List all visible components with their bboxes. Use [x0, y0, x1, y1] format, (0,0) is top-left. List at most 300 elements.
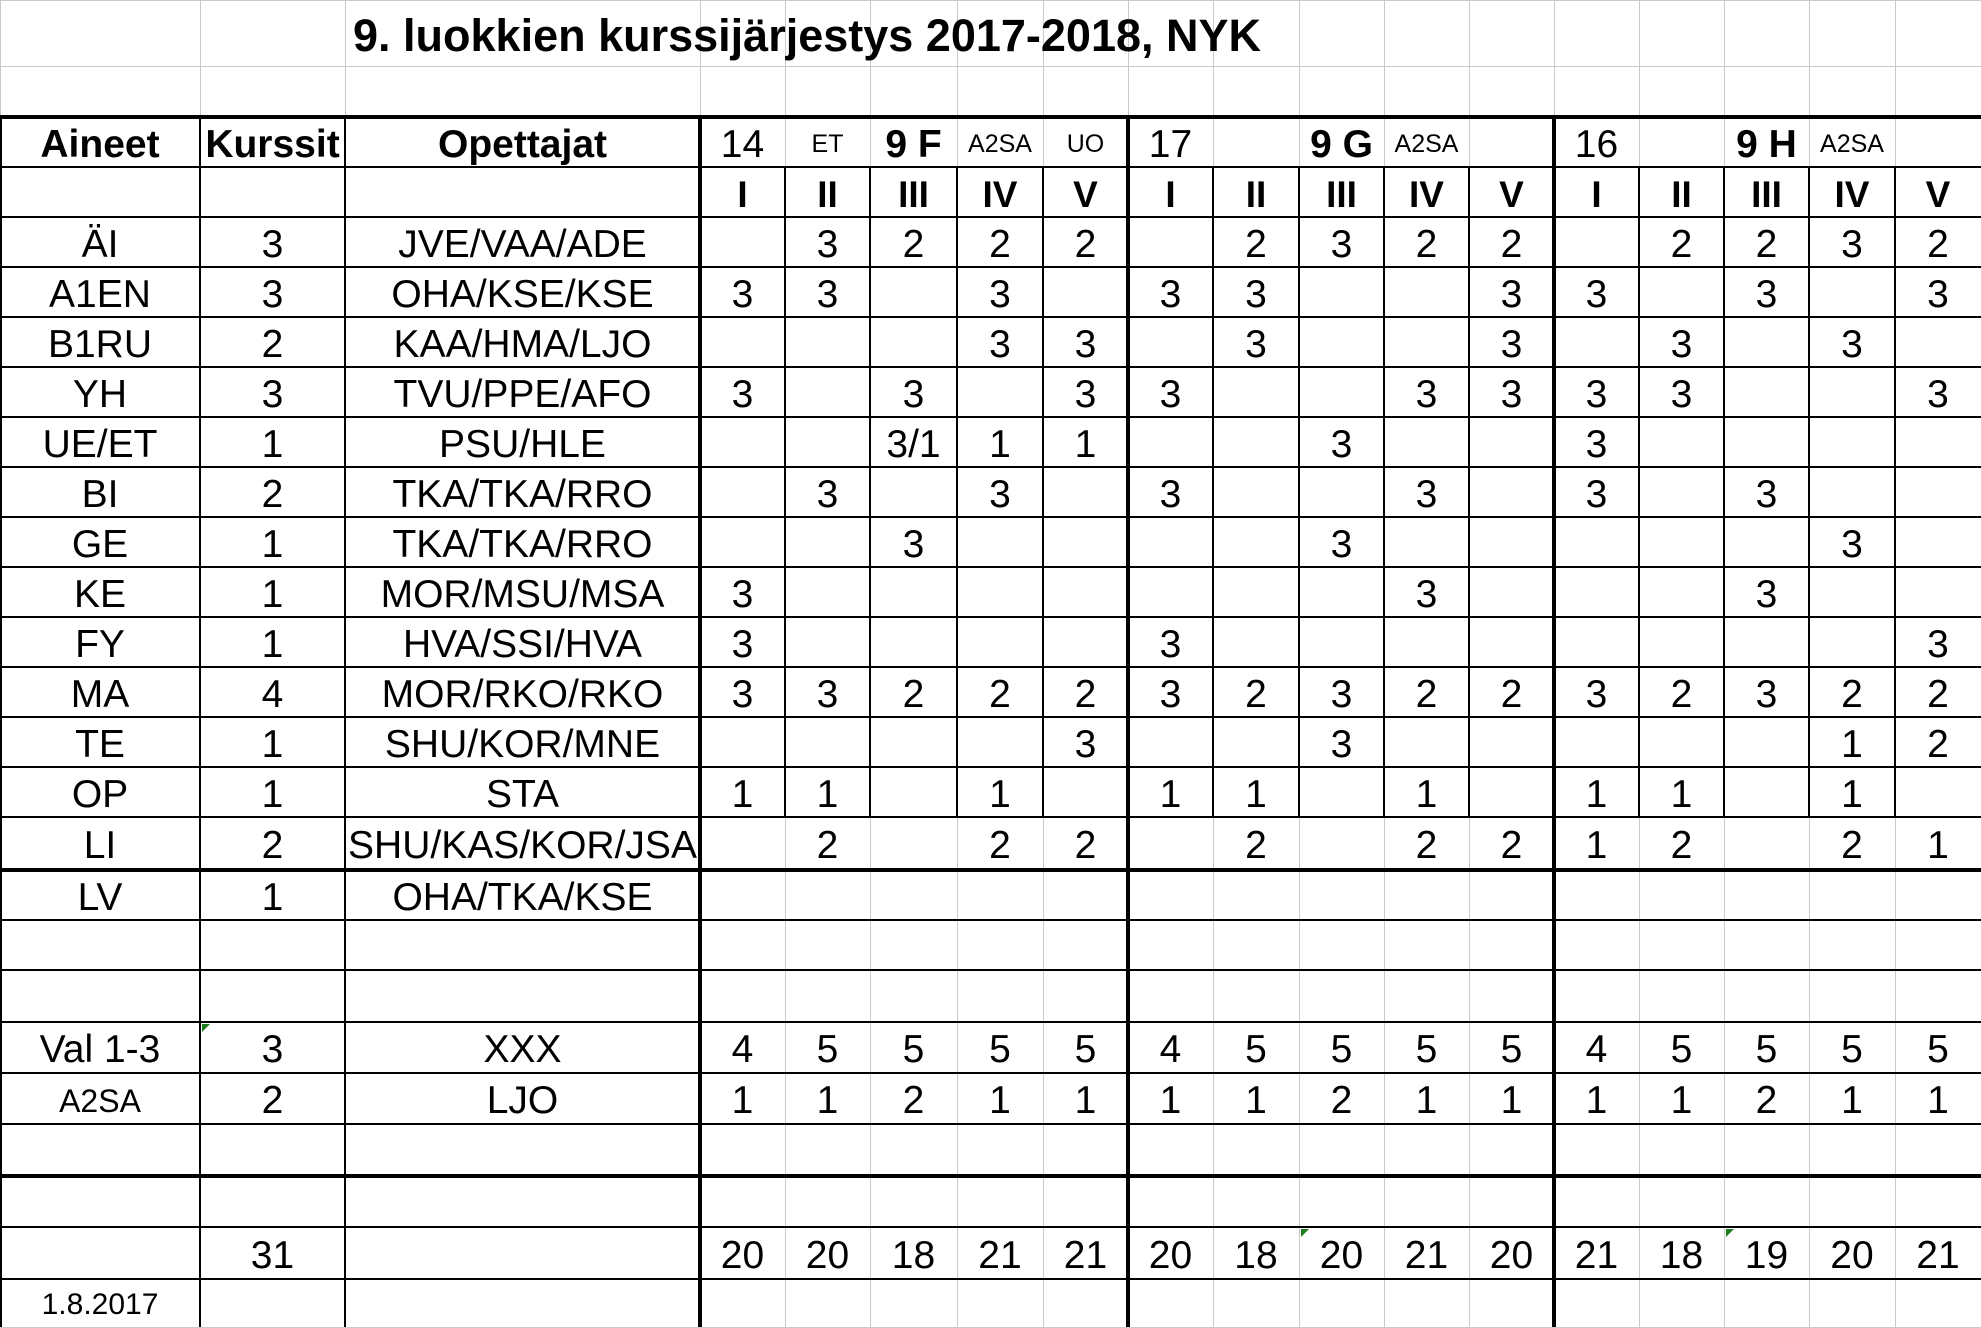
class-header-cell[interactable]	[1639, 117, 1724, 167]
course-count-cell[interactable]	[1128, 217, 1213, 267]
course-count-cell[interactable]	[1213, 417, 1299, 467]
course-count-cell[interactable]: 3	[1841, 522, 1863, 566]
course-count-cell[interactable]	[1724, 617, 1809, 667]
class-header-cell[interactable]: 14	[720, 122, 765, 166]
course-count-cell[interactable]	[1724, 717, 1809, 767]
course-count-cell[interactable]: 2	[1245, 672, 1267, 716]
course-count-cell[interactable]	[1639, 267, 1724, 317]
course-count-cell[interactable]	[1384, 417, 1469, 467]
course-count-cell[interactable]: 1	[731, 1079, 754, 1122]
course-count-cell[interactable]	[700, 517, 785, 567]
course-count-cell[interactable]: 2	[1500, 222, 1523, 266]
courses-cell[interactable]: 1	[261, 422, 284, 466]
course-count-cell[interactable]	[870, 717, 957, 767]
course-count-cell[interactable]: 3	[1330, 422, 1353, 466]
course-count-cell[interactable]	[785, 367, 870, 417]
course-count-cell[interactable]: 3	[816, 472, 839, 516]
course-count-cell[interactable]: 2	[989, 222, 1011, 266]
course-count-cell[interactable]: 1	[1415, 1079, 1438, 1122]
course-count-cell[interactable]: 3	[731, 622, 754, 666]
course-count-cell[interactable]: 3	[731, 272, 754, 316]
course-count-cell[interactable]: 5	[1330, 1028, 1353, 1071]
course-count-cell[interactable]	[870, 870, 957, 920]
course-count-cell[interactable]: 1	[989, 772, 1011, 816]
course-count-cell[interactable]: 3	[1755, 572, 1778, 616]
course-count-cell[interactable]: 3	[1500, 322, 1523, 366]
course-count-cell[interactable]: 2	[1670, 824, 1693, 867]
course-count-cell[interactable]: 5	[1245, 1028, 1267, 1071]
course-count-cell[interactable]: 3	[902, 522, 925, 566]
course-count-cell[interactable]	[870, 767, 957, 817]
course-count-cell[interactable]	[1299, 317, 1384, 367]
course-count-cell[interactable]	[1554, 317, 1639, 367]
course-count-cell[interactable]	[1895, 467, 1981, 517]
period-header-cell[interactable]: II	[1671, 173, 1692, 215]
course-count-cell[interactable]	[957, 367, 1043, 417]
course-count-cell[interactable]	[1554, 217, 1639, 267]
course-count-cell[interactable]: 3	[1927, 622, 1949, 666]
course-count-cell[interactable]: 2	[902, 1079, 925, 1122]
course-count-cell[interactable]: 1	[1415, 772, 1438, 816]
course-count-cell[interactable]: 5	[816, 1028, 839, 1071]
course-count-cell[interactable]	[1043, 467, 1128, 517]
course-count-cell[interactable]	[1809, 870, 1895, 920]
course-count-cell[interactable]	[957, 567, 1043, 617]
course-count-cell[interactable]: 3	[989, 472, 1011, 516]
subject-cell[interactable]: UE/ET	[42, 422, 158, 466]
course-count-cell[interactable]	[1299, 767, 1384, 817]
course-count-cell[interactable]: 3	[1074, 322, 1097, 366]
course-count-cell[interactable]	[700, 467, 785, 517]
subject-cell[interactable]: Val 1-3	[39, 1028, 161, 1071]
courses-cell[interactable]: 2	[261, 472, 284, 516]
period-header-cell[interactable]: III	[1751, 173, 1782, 215]
course-count-cell[interactable]: 3	[1670, 322, 1693, 366]
course-count-cell[interactable]	[1554, 517, 1639, 567]
period-header-cell[interactable]: I	[737, 173, 748, 215]
course-count-cell[interactable]: 2	[1500, 824, 1523, 867]
course-count-cell[interactable]: 2	[1755, 1079, 1778, 1122]
class-header-cell[interactable]: A2SA	[1820, 129, 1884, 158]
course-count-cell[interactable]	[700, 217, 785, 267]
courses-cell[interactable]: 3	[261, 272, 284, 316]
total-cell[interactable]: 18	[1234, 1233, 1278, 1277]
course-count-cell[interactable]: 5	[902, 1028, 925, 1071]
course-count-cell[interactable]	[1895, 767, 1981, 817]
course-count-cell[interactable]: 5	[989, 1028, 1011, 1071]
courses-cell[interactable]: 3	[261, 222, 284, 266]
course-count-cell[interactable]: 1	[1585, 772, 1608, 816]
course-count-cell[interactable]	[1554, 617, 1639, 667]
course-count-cell[interactable]	[1724, 517, 1809, 567]
course-count-cell[interactable]: 2	[1415, 824, 1438, 867]
course-count-cell[interactable]: 3	[1074, 722, 1097, 766]
course-count-cell[interactable]	[1128, 717, 1213, 767]
course-count-cell[interactable]: 2	[1245, 824, 1267, 867]
course-count-cell[interactable]	[1469, 717, 1554, 767]
class-header-cell[interactable]: A2SA	[1394, 129, 1459, 158]
period-header-cell[interactable]: IV	[982, 173, 1018, 215]
sheet-title[interactable]: 9. luokkien kurssijärjestys 2017-2018, NYK	[353, 9, 1262, 61]
course-count-cell[interactable]: 4	[731, 1028, 754, 1071]
course-count-cell[interactable]: 1	[1585, 1079, 1608, 1122]
course-count-cell[interactable]	[1469, 517, 1554, 567]
subject-cell[interactable]: GE	[71, 522, 129, 566]
course-count-cell[interactable]: 2	[902, 222, 925, 266]
course-count-cell[interactable]: 1	[816, 1079, 839, 1122]
courses-cell[interactable]: 1	[261, 722, 284, 766]
course-count-cell[interactable]	[1639, 517, 1724, 567]
course-count-cell[interactable]	[1384, 317, 1469, 367]
course-count-cell[interactable]: 1	[989, 422, 1011, 466]
course-count-cell[interactable]	[1043, 517, 1128, 567]
course-count-cell[interactable]: 3	[816, 672, 839, 716]
course-count-cell[interactable]	[1384, 717, 1469, 767]
course-count-cell[interactable]	[785, 567, 870, 617]
course-count-cell[interactable]	[1469, 870, 1554, 920]
class-header-cell[interactable]	[1469, 117, 1554, 167]
teachers-cell[interactable]: PSU/HLE	[439, 422, 606, 466]
course-count-cell[interactable]	[1469, 767, 1554, 817]
course-count-cell[interactable]: 2	[1927, 722, 1949, 766]
course-count-cell[interactable]	[785, 517, 870, 567]
course-count-cell[interactable]	[1639, 870, 1724, 920]
subject-cell[interactable]: B1RU	[47, 322, 153, 366]
course-count-cell[interactable]: 3	[1245, 322, 1267, 366]
course-count-cell[interactable]: 3	[1841, 222, 1863, 266]
course-count-cell[interactable]	[1299, 267, 1384, 317]
class-header-cell[interactable]: 9 F	[885, 122, 942, 166]
course-count-cell[interactable]	[1895, 517, 1981, 567]
course-count-cell[interactable]: 1	[1841, 722, 1863, 766]
course-count-cell[interactable]	[1384, 617, 1469, 667]
course-count-cell[interactable]	[1213, 517, 1299, 567]
course-count-cell[interactable]: 1	[1245, 1079, 1267, 1122]
course-count-cell[interactable]: 5	[1927, 1028, 1949, 1071]
courses-cell[interactable]: 2	[261, 824, 284, 867]
period-header-cell[interactable]: III	[1326, 173, 1357, 215]
course-count-cell[interactable]	[1043, 267, 1128, 317]
course-count-cell[interactable]	[1128, 567, 1213, 617]
period-header-cell[interactable]: IV	[1834, 173, 1870, 215]
courses-cell[interactable]: 2	[261, 1079, 284, 1122]
course-count-cell[interactable]	[1213, 717, 1299, 767]
class-header-cell[interactable]: 9 G	[1310, 122, 1373, 166]
total-cell[interactable]: 21	[978, 1233, 1022, 1277]
course-count-cell[interactable]: 3	[1330, 522, 1353, 566]
subject-cell[interactable]: TE	[75, 722, 125, 766]
course-count-cell[interactable]	[1639, 617, 1724, 667]
course-count-cell[interactable]: 3	[1159, 272, 1182, 316]
period-header-cell[interactable]: I	[1165, 173, 1176, 215]
course-count-cell[interactable]	[1299, 817, 1384, 870]
course-count-cell[interactable]	[1469, 617, 1554, 667]
course-count-cell[interactable]: 5	[1755, 1028, 1778, 1071]
course-count-cell[interactable]	[700, 817, 785, 870]
courses-cell[interactable]: 3	[261, 1028, 284, 1071]
course-count-cell[interactable]	[700, 317, 785, 367]
course-count-cell[interactable]	[1299, 467, 1384, 517]
course-count-cell[interactable]	[1724, 870, 1809, 920]
course-count-cell[interactable]: 5	[1415, 1028, 1438, 1071]
course-count-cell[interactable]: 1	[731, 772, 754, 816]
course-count-cell[interactable]	[1128, 517, 1213, 567]
course-count-cell[interactable]: 1	[989, 1079, 1011, 1122]
course-count-cell[interactable]	[785, 317, 870, 367]
course-count-cell[interactable]	[1809, 467, 1895, 517]
course-count-cell[interactable]	[1299, 870, 1384, 920]
course-count-cell[interactable]: 2	[989, 824, 1011, 867]
header-teachers[interactable]: Opettajat	[437, 122, 608, 166]
class-header-cell[interactable]: UO	[1066, 129, 1105, 158]
course-count-cell[interactable]: 2	[1074, 222, 1097, 266]
courses-cell[interactable]: 2	[261, 322, 284, 366]
course-count-cell[interactable]	[1384, 870, 1469, 920]
class-header-cell[interactable]	[1895, 117, 1981, 167]
total-cell[interactable]: 19	[1744, 1233, 1789, 1277]
course-count-cell[interactable]: 3	[731, 572, 754, 616]
teachers-cell[interactable]: KAA/HMA/LJO	[393, 322, 652, 366]
course-count-cell[interactable]	[1128, 817, 1213, 870]
course-count-cell[interactable]: 3	[731, 672, 754, 716]
course-count-cell[interactable]	[785, 717, 870, 767]
course-count-cell[interactable]: 2	[1670, 672, 1693, 716]
course-count-cell[interactable]	[1213, 367, 1299, 417]
course-count-cell[interactable]: 2	[1415, 672, 1438, 716]
course-count-cell[interactable]	[1724, 367, 1809, 417]
course-count-cell[interactable]: 2	[1755, 222, 1778, 266]
course-count-cell[interactable]: 3	[1159, 372, 1182, 416]
course-count-cell[interactable]	[1299, 567, 1384, 617]
course-count-cell[interactable]: 1	[1500, 1079, 1523, 1122]
subject-cell[interactable]: BI	[81, 472, 119, 516]
course-count-cell[interactable]: 3	[1585, 422, 1608, 466]
course-count-cell[interactable]	[1895, 567, 1981, 617]
period-header-cell[interactable]: V	[1073, 173, 1098, 215]
course-count-cell[interactable]: 3	[816, 272, 839, 316]
course-count-cell[interactable]	[1213, 567, 1299, 617]
total-cell[interactable]: 21	[1063, 1233, 1108, 1277]
course-count-cell[interactable]: 1	[1074, 422, 1097, 466]
course-count-cell[interactable]	[785, 870, 870, 920]
course-count-cell[interactable]: 3	[1585, 272, 1608, 316]
teachers-cell[interactable]: JVE/VAA/ADE	[398, 222, 647, 266]
course-count-cell[interactable]: 1	[1074, 1079, 1097, 1122]
teachers-cell[interactable]: SHU/KOR/MNE	[384, 722, 661, 766]
total-cell[interactable]: 20	[1830, 1233, 1874, 1277]
course-count-cell[interactable]	[1213, 467, 1299, 517]
course-count-cell[interactable]: 1	[1670, 772, 1693, 816]
total-courses-cell[interactable]: 31	[250, 1233, 295, 1277]
course-count-cell[interactable]: 3	[1500, 272, 1523, 316]
course-count-cell[interactable]: 2	[902, 672, 925, 716]
teachers-cell[interactable]: TKA/TKA/RRO	[392, 522, 653, 566]
course-count-cell[interactable]: 2	[1841, 824, 1863, 867]
course-count-cell[interactable]: 3	[1755, 472, 1778, 516]
teachers-cell[interactable]: LJO	[486, 1079, 559, 1122]
course-count-cell[interactable]: 2	[1927, 672, 1949, 716]
course-count-cell[interactable]	[1299, 617, 1384, 667]
course-count-cell[interactable]	[1639, 417, 1724, 467]
course-count-cell[interactable]	[1724, 817, 1809, 870]
period-header-cell[interactable]: IV	[1409, 173, 1444, 215]
course-count-cell[interactable]: 1	[1670, 1079, 1693, 1122]
course-count-cell[interactable]	[1213, 617, 1299, 667]
course-count-cell[interactable]: 3	[1330, 672, 1353, 716]
course-count-cell[interactable]: 5	[1841, 1028, 1863, 1071]
course-count-cell[interactable]	[1043, 767, 1128, 817]
class-header-cell[interactable]: ET	[811, 129, 844, 158]
total-cell[interactable]: 18	[891, 1233, 936, 1277]
subject-cell[interactable]: OP	[71, 772, 129, 816]
course-count-cell[interactable]	[1554, 567, 1639, 617]
course-count-cell[interactable]: 3	[1074, 372, 1097, 416]
course-count-cell[interactable]: 1	[1927, 1079, 1949, 1122]
course-count-cell[interactable]: 3	[1159, 472, 1182, 516]
courses-cell[interactable]: 1	[261, 875, 284, 919]
course-count-cell[interactable]: 3	[1585, 672, 1608, 716]
course-count-cell[interactable]: 2	[1500, 672, 1523, 716]
course-count-cell[interactable]	[1639, 467, 1724, 517]
course-count-cell[interactable]: 3	[1415, 472, 1438, 516]
course-count-cell[interactable]	[1809, 267, 1895, 317]
course-count-cell[interactable]: 3/1	[886, 422, 941, 466]
course-count-cell[interactable]: 3	[1245, 272, 1267, 316]
course-count-cell[interactable]: 2	[1927, 222, 1949, 266]
teachers-cell[interactable]: MOR/RKO/RKO	[381, 672, 664, 716]
course-count-cell[interactable]: 2	[1841, 672, 1863, 716]
course-count-cell[interactable]: 3	[1841, 322, 1863, 366]
course-count-cell[interactable]	[957, 517, 1043, 567]
course-count-cell[interactable]: 1	[1841, 772, 1863, 816]
course-count-cell[interactable]	[785, 617, 870, 667]
teachers-cell[interactable]: STA	[486, 772, 559, 816]
course-count-cell[interactable]	[1469, 567, 1554, 617]
courses-cell[interactable]: 1	[261, 522, 284, 566]
total-cell[interactable]: 21	[1404, 1233, 1449, 1277]
course-count-cell[interactable]: 2	[1415, 222, 1438, 266]
course-count-cell[interactable]	[870, 617, 957, 667]
course-count-cell[interactable]	[870, 467, 957, 517]
total-cell[interactable]: 20	[805, 1233, 850, 1277]
course-count-cell[interactable]: 1	[1585, 824, 1608, 867]
course-count-cell[interactable]	[1724, 417, 1809, 467]
course-count-cell[interactable]: 3	[1330, 222, 1353, 266]
course-count-cell[interactable]	[700, 717, 785, 767]
course-count-cell[interactable]: 3	[1585, 472, 1608, 516]
class-header-cell[interactable]: 9 H	[1736, 122, 1797, 166]
total-cell[interactable]: 20	[1489, 1233, 1534, 1277]
teachers-cell[interactable]: OHA/KSE/KSE	[391, 272, 654, 316]
course-count-cell[interactable]	[1384, 267, 1469, 317]
course-count-cell[interactable]: 1	[1927, 824, 1949, 867]
course-count-cell[interactable]: 2	[1330, 1079, 1353, 1122]
course-count-cell[interactable]	[957, 717, 1043, 767]
total-cell[interactable]: 21	[1916, 1233, 1960, 1277]
course-count-cell[interactable]	[1554, 870, 1639, 920]
course-count-cell[interactable]: 4	[1585, 1028, 1608, 1071]
subject-cell[interactable]: ÄI	[81, 222, 119, 266]
courses-cell[interactable]: 1	[261, 772, 284, 816]
class-header-cell[interactable]	[1213, 117, 1299, 167]
total-cell[interactable]: 20	[720, 1233, 765, 1277]
courses-cell[interactable]: 3	[261, 372, 284, 416]
course-count-cell[interactable]	[1639, 567, 1724, 617]
course-count-cell[interactable]: 1	[1245, 772, 1267, 816]
course-count-cell[interactable]	[1043, 567, 1128, 617]
course-count-cell[interactable]	[1469, 417, 1554, 467]
course-count-cell[interactable]: 3	[1755, 272, 1778, 316]
course-count-cell[interactable]	[785, 417, 870, 467]
course-count-cell[interactable]: 3	[1159, 622, 1182, 666]
course-count-cell[interactable]: 3	[731, 372, 754, 416]
course-count-cell[interactable]: 3	[1927, 372, 1949, 416]
course-count-cell[interactable]: 1	[1159, 772, 1182, 816]
course-count-cell[interactable]: 2	[1074, 824, 1097, 867]
course-count-cell[interactable]: 2	[989, 672, 1011, 716]
course-count-cell[interactable]	[957, 870, 1043, 920]
course-count-cell[interactable]: 1	[1841, 1079, 1863, 1122]
courses-cell[interactable]: 1	[261, 622, 284, 666]
teachers-cell[interactable]: TKA/TKA/RRO	[392, 472, 653, 516]
course-count-cell[interactable]: 5	[1500, 1028, 1523, 1071]
course-count-cell[interactable]	[1809, 617, 1895, 667]
course-count-cell[interactable]	[1724, 317, 1809, 367]
course-count-cell[interactable]	[1469, 467, 1554, 517]
teachers-cell[interactable]: XXX	[483, 1028, 562, 1071]
period-header-cell[interactable]: III	[898, 173, 929, 215]
course-count-cell[interactable]: 3	[1755, 672, 1778, 716]
course-count-cell[interactable]: 3	[1670, 372, 1693, 416]
total-cell[interactable]: 20	[1148, 1233, 1193, 1277]
course-count-cell[interactable]: 3	[1500, 372, 1523, 416]
course-count-cell[interactable]	[1128, 870, 1213, 920]
course-count-cell[interactable]	[1895, 870, 1981, 920]
courses-cell[interactable]: 1	[261, 572, 284, 616]
course-count-cell[interactable]	[1043, 617, 1128, 667]
course-count-cell[interactable]	[700, 417, 785, 467]
subject-cell[interactable]: KE	[73, 572, 127, 616]
course-count-cell[interactable]: 2	[1074, 672, 1097, 716]
course-count-cell[interactable]: 2	[816, 824, 839, 867]
course-count-cell[interactable]	[1043, 870, 1128, 920]
subject-cell[interactable]: LI	[83, 824, 117, 867]
course-count-cell[interactable]: 3	[1415, 572, 1438, 616]
course-count-cell[interactable]: 2	[1245, 222, 1267, 266]
course-count-cell[interactable]: 1	[1159, 1079, 1182, 1122]
course-count-cell[interactable]: 3	[989, 322, 1011, 366]
header-courses[interactable]: Kurssit	[205, 122, 340, 166]
course-count-cell[interactable]: 4	[1159, 1028, 1182, 1071]
period-header-cell[interactable]: II	[817, 173, 838, 215]
subject-cell[interactable]: FY	[75, 622, 125, 666]
course-count-cell[interactable]: 5	[1074, 1028, 1097, 1071]
course-count-cell[interactable]: 3	[989, 272, 1011, 316]
teachers-cell[interactable]: TVU/PPE/AFO	[393, 372, 652, 416]
course-count-cell[interactable]	[1809, 367, 1895, 417]
teachers-cell[interactable]: MOR/MSU/MSA	[380, 572, 665, 616]
course-count-cell[interactable]	[870, 267, 957, 317]
period-header-cell[interactable]: II	[1245, 173, 1267, 215]
course-count-cell[interactable]	[870, 317, 957, 367]
teachers-cell[interactable]: HVA/SSI/HVA	[402, 622, 643, 666]
courses-cell[interactable]: 4	[261, 672, 284, 716]
course-count-cell[interactable]	[1384, 517, 1469, 567]
total-cell[interactable]: 21	[1574, 1233, 1619, 1277]
subject-cell[interactable]: YH	[72, 372, 128, 416]
total-cell[interactable]: 18	[1659, 1233, 1704, 1277]
course-count-cell[interactable]: 3	[1585, 372, 1608, 416]
